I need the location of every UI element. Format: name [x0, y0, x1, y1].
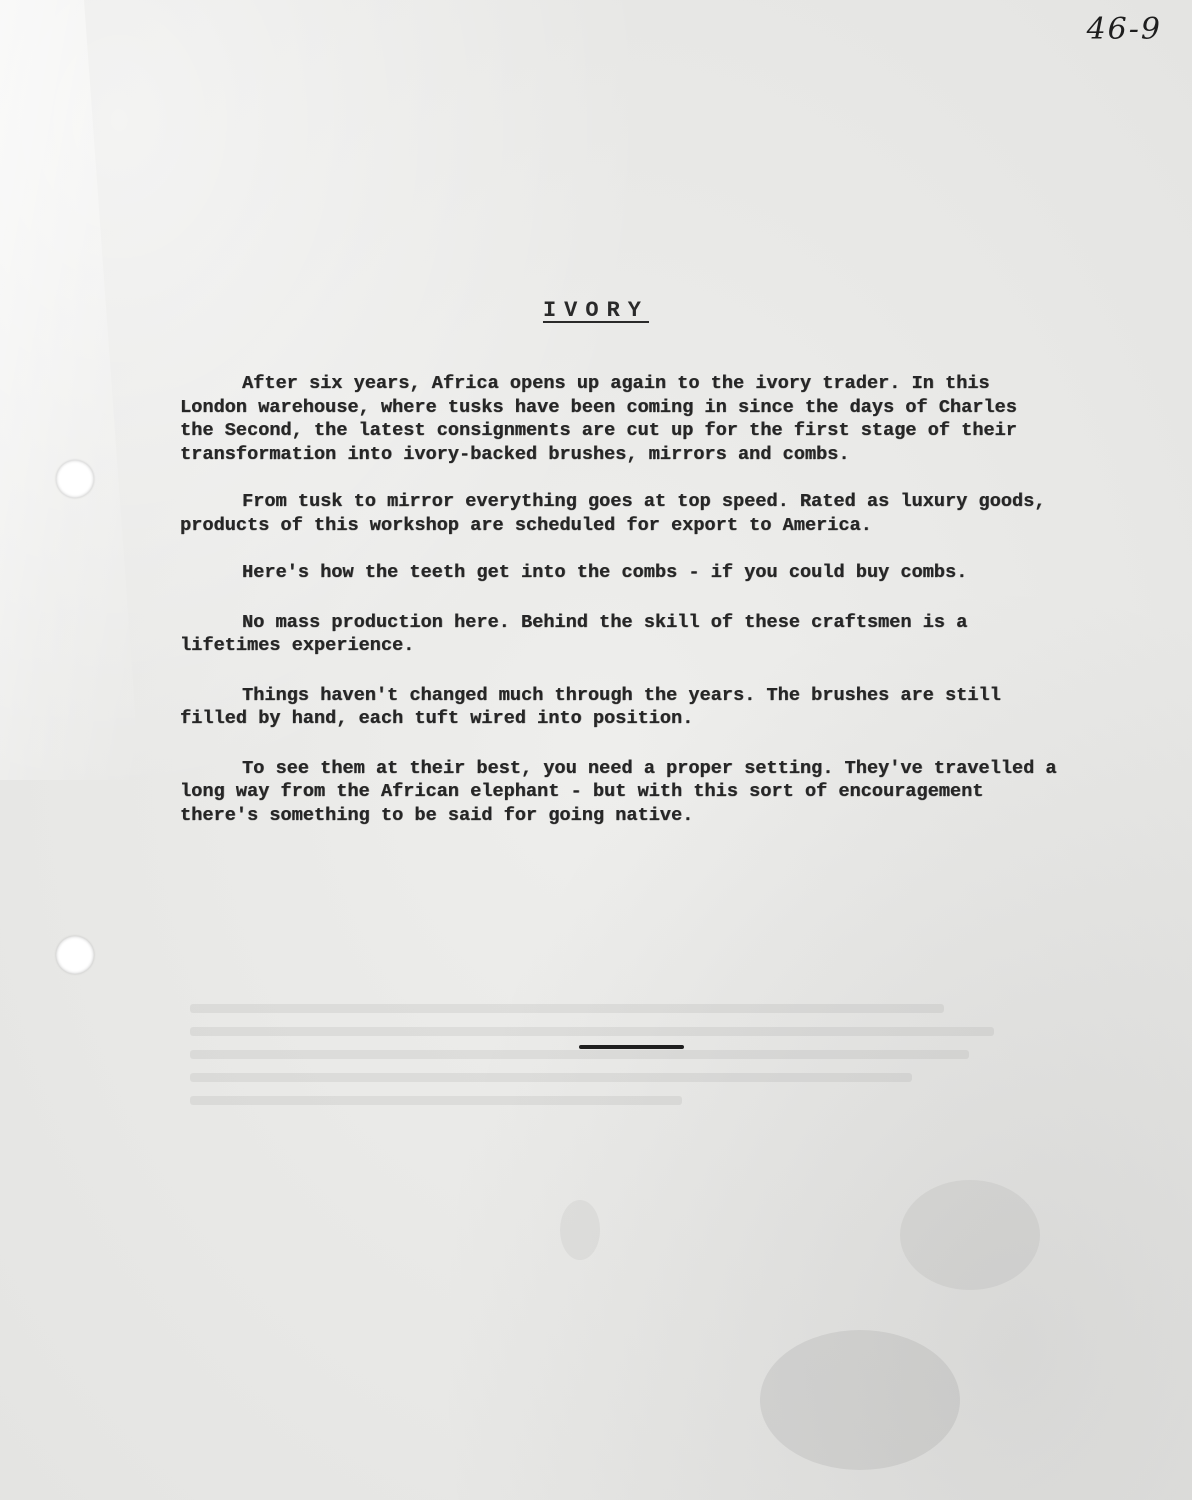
paragraph: After six years, Africa opens up again to the ivory trader. In this London warehouse, where tusks have been coming in since the days of Charles the Second, the latest consignments are cut up for the first stage of their transformation into ivory-backed brushes, mirrors and combs.: [180, 373, 1017, 465]
punch-hole-top: [56, 460, 94, 498]
paragraph: No mass production here. Behind the skill of these craftsmen is a lifetimes experience.: [180, 611, 968, 656]
paper-smudge: [560, 1200, 600, 1260]
paragraph: From tusk to mirror everything goes at top speed. Rated as luxury goods, products of this workshop are scheduled for export to America.: [180, 491, 1046, 536]
paper-smudge: [900, 1180, 1040, 1290]
paragraph: Things haven't changed much through the years. The brushes are still filled by hand, each tuft wired into position.: [180, 684, 1001, 729]
document-body: [180, 372, 1060, 853]
handwritten-page-number: 46-9: [1086, 12, 1162, 47]
punch-hole-bottom: [56, 936, 94, 974]
end-of-text-rule: [579, 1045, 684, 1049]
bleed-through-text: [190, 990, 1010, 1140]
paper-fold-shading: [0, 0, 140, 780]
document-title: IVORY: [542, 298, 649, 323]
paper-smudge: [760, 1330, 960, 1470]
paragraph: Here's how the teeth get into the combs - if you could buy combs.: [242, 562, 968, 583]
paragraph: To see them at their best, you need a proper setting. They've travelled a long way from the African elephant - but with this sort of encouragement there's something to be said for going native.: [180, 757, 1057, 826]
